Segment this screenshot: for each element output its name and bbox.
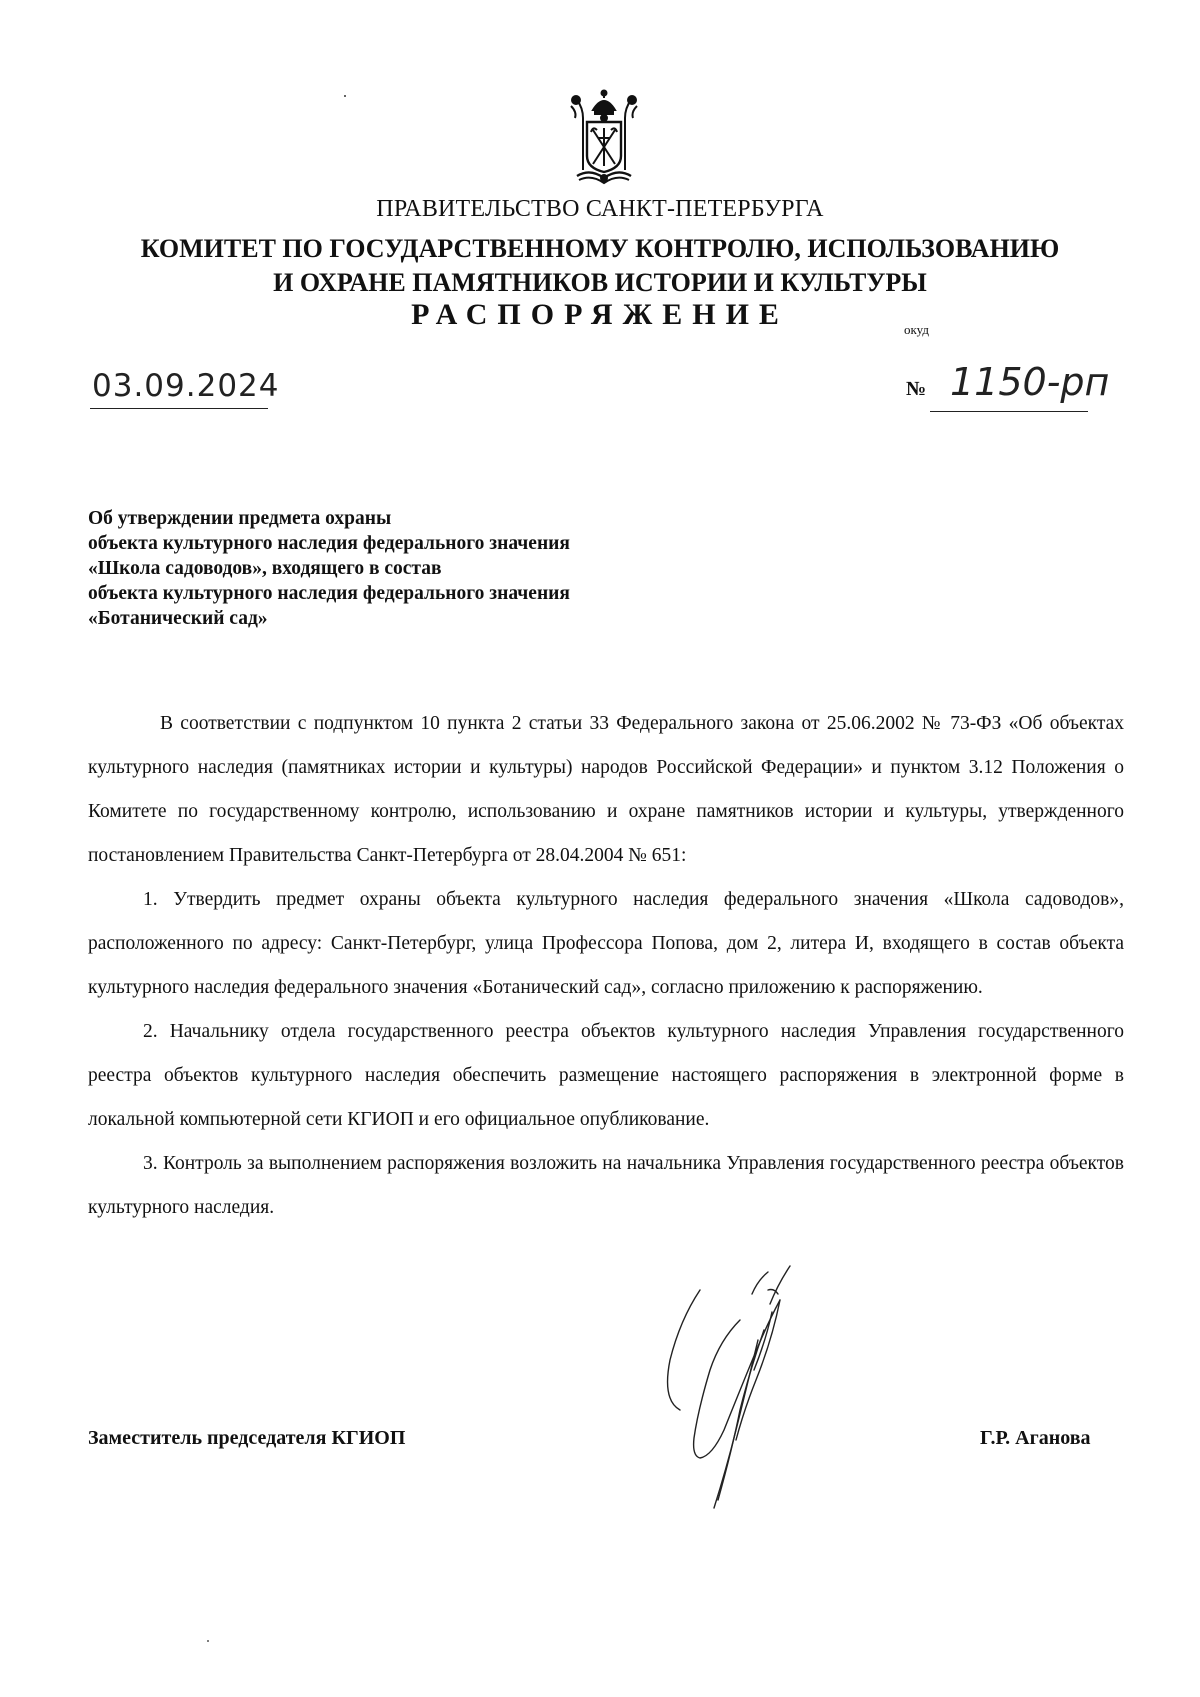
number-underline: [930, 411, 1088, 412]
item-1-paragraph: 1. Утвердить предмет охраны объекта культурного наследия федерального значения «Школа садоводов», расположенного по адресу: Санкт-Петербург, улица Профессора Попова, дом 2, литера И, входящего в состав объекта культурного наследия федерального значения «Ботанический сад», согласно приложению к распоряжению.: [88, 889, 1124, 998]
signatory-name: Г.Р. Аганова: [980, 1427, 1091, 1449]
subject-line: объекта культурного наследия федерального значения: [88, 533, 570, 554]
committee-name-line2: И ОХРАНЕ ПАМЯТНИКОВ ИСТОРИИ И КУЛЬТУРЫ: [273, 268, 927, 297]
subject-line: «Школа садоводов», входящего в состав: [88, 558, 442, 579]
signatory-position: Заместитель председателя КГИОП: [88, 1427, 406, 1449]
document-body: [88, 702, 1124, 1230]
item-2-paragraph: 2. Начальнику отдела государственного реестра объектов культурного наследия Управления государственного реестра объектов культурного наследия обеспечить размещение настоящего распоряжения в электронной форме в локальной компьютерной сети КГИОП и его официальное опубликование.: [88, 1021, 1124, 1130]
subject-line: объекта культурного наследия федерального значения: [88, 583, 570, 604]
subject-line: Об утверждении предмета охраны: [88, 508, 392, 529]
document-type-title: РАСПОРЯЖЕНИЕ: [411, 298, 789, 331]
saint-petersburg-coat-of-arms-icon: [565, 88, 643, 188]
subject-line: «Ботанический сад»: [88, 608, 268, 629]
government-name: ПРАВИТЕЛЬСТВО САНКТ-ПЕТЕРБУРГА: [376, 196, 824, 222]
document-date: 03.09.2024: [92, 368, 280, 404]
document-number: 1150-рп: [950, 360, 1110, 404]
item-3-paragraph: 3. Контроль за выполнением распоряжения возложить на начальника Управления государственного реестра объектов культурного наследия.: [88, 1153, 1124, 1218]
okud-label: окуд: [904, 322, 929, 337]
document-subject: [88, 506, 570, 631]
date-underline: [90, 408, 268, 409]
committee-name: [0, 232, 1200, 300]
preamble-paragraph: В соответствии с подпунктом 10 пункта 2 статьи 33 Федерального закона от 25.06.2002 № 73-ФЗ «Об объектах культурного наследия (памятниках истории и культуры) народов Российской Федерации» и пунктом 3.12 Положения о Комитете по государственному контролю, использованию и охране памятников истории и культуры, утвержденного постановлением Правительства Санкт-Петербурга от 28.04.2004 № 651:: [88, 713, 1124, 866]
speck: [344, 95, 346, 97]
committee-name-line1: КОМИТЕТ ПО ГОСУДАРСТВЕННОМУ КОНТРОЛЮ, ИСПОЛЬЗОВАНИЮ: [140, 234, 1060, 263]
number-sign: №: [906, 378, 927, 400]
speck: [207, 1640, 209, 1642]
handwritten-signature: [640, 1260, 870, 1530]
